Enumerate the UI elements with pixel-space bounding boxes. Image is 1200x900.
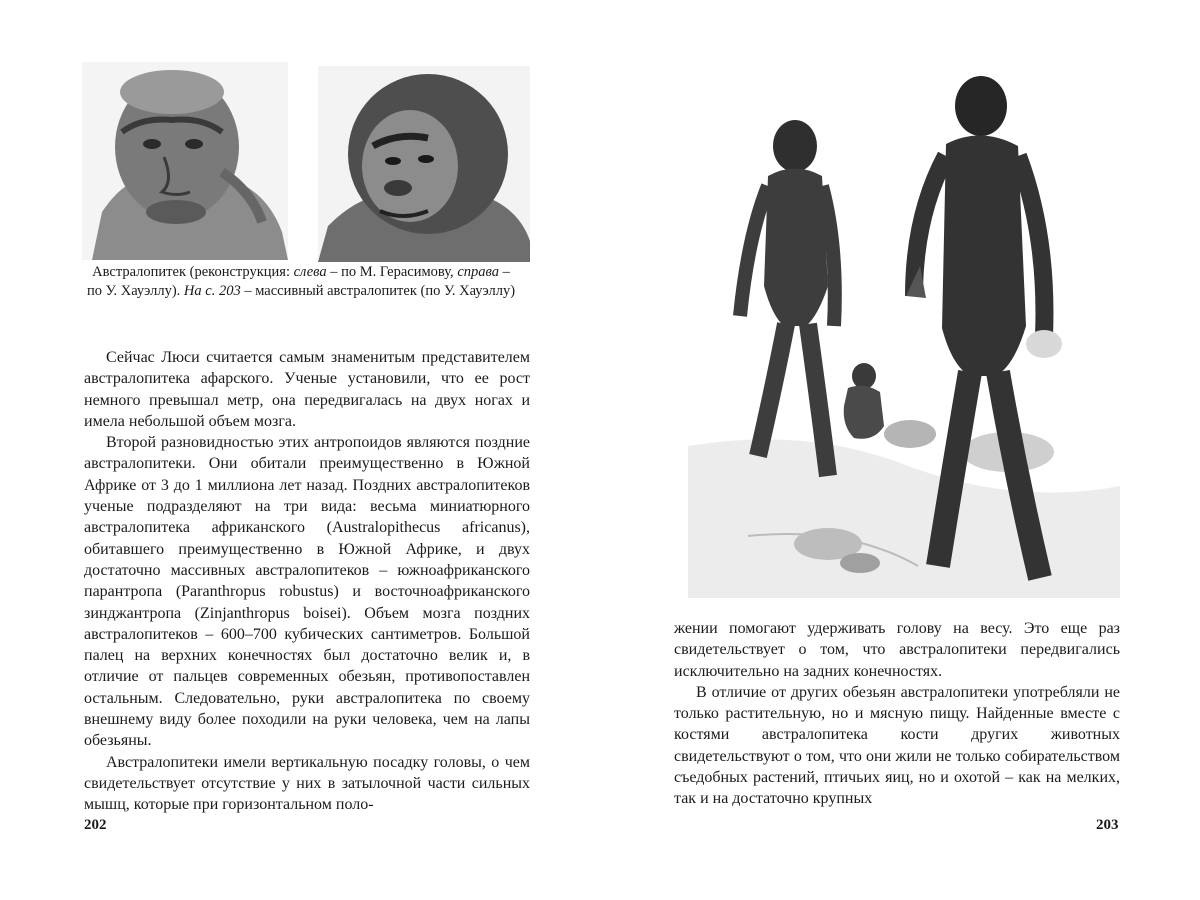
figure-australopithecus-group <box>688 66 1120 598</box>
caption-italic-left: слева <box>293 264 327 280</box>
sculpture-head-illustration <box>82 62 288 260</box>
page-number-right: 203 <box>1096 817 1119 833</box>
caption-text-3: – по У. Хауэллу). <box>86 264 510 299</box>
figure-caption <box>84 263 518 300</box>
australopithecus-group-illustration <box>688 66 1120 598</box>
figure-sculpture-head <box>82 62 288 260</box>
right-page <box>600 0 1200 900</box>
caption-italic-right: справа <box>457 264 499 280</box>
caption-text-1: Австралопитек (реконструкция: <box>92 264 294 280</box>
paragraph-late-australopithecines: Второй разновидностью этих антропоидов являются поздние австралопитеки. Они обитали преимущественно в Южной Африке от 3 до 1 миллиона лет назад. Поздних австралопитеков ученые подразделяют на три вида: весьма миниатюрного австралопитека африканского (Australopithecus africanus), обитавшего преимущественно в Южной Африке, и двух достаточно массивных австралопитеков – южноафриканского парантропа (Paranthropus robustus) и восточноафриканского зинджантропа (Zinjanthropus boisei). Объем мозга поздних австралопитеков – 600–700 кубических сантиметров. Большой палец на верхних конечностях был достаточно велик и, в отличие от пальцев современных обезьян, противопоставлен остальным. Следовательно, руки австралопитека по своему внешнему виду более походили на руки человека, чем на лапы обезьяны. <box>84 434 530 750</box>
right-body-text <box>674 618 1120 810</box>
caption-text-4: – массивный австралопитек (по У. Хауэллу) <box>240 282 516 299</box>
caption-text-2: – по М. Герасимову, <box>326 264 458 280</box>
paragraph-head-posture-continued: жении помогают удерживать голову на весу. Это еще раз свидетельствует о том, что австралопитеки передвигались исключительно на задних конечностях. <box>674 620 1120 680</box>
paragraph-head-posture: Австралопитеки имели вертикальную посадку головы, о чем свидетельствует отсутствие у них в затылочной части сильных мышц, которые при горизонтальном поло- <box>84 753 530 814</box>
drawn-head-illustration <box>318 66 530 262</box>
figure-drawn-head <box>318 66 530 262</box>
paragraph-diet: В отличие от других обезьян австралопитеки употребляли не только растительную, но и мясную пищу. Найденные вместе с костями австралопитека кости других животных свидетельствуют о том, что они жили не только собирательством съедобных растений, птичьих яиц, но и охотой – как на мелких, так и на достаточно крупных <box>674 683 1120 808</box>
paragraph-lucy: Сейчас Люси считается самым знаменитым представителем австралопитека афарского. Ученые установили, что ее рост немного превышал метр, она передвигалась на двух ногах и имела небольшой объем мозга. <box>84 349 530 430</box>
caption-italic-page-ref: На с. 203 <box>183 282 241 299</box>
page-number-left: 202 <box>84 817 107 833</box>
left-body-text <box>84 347 530 816</box>
